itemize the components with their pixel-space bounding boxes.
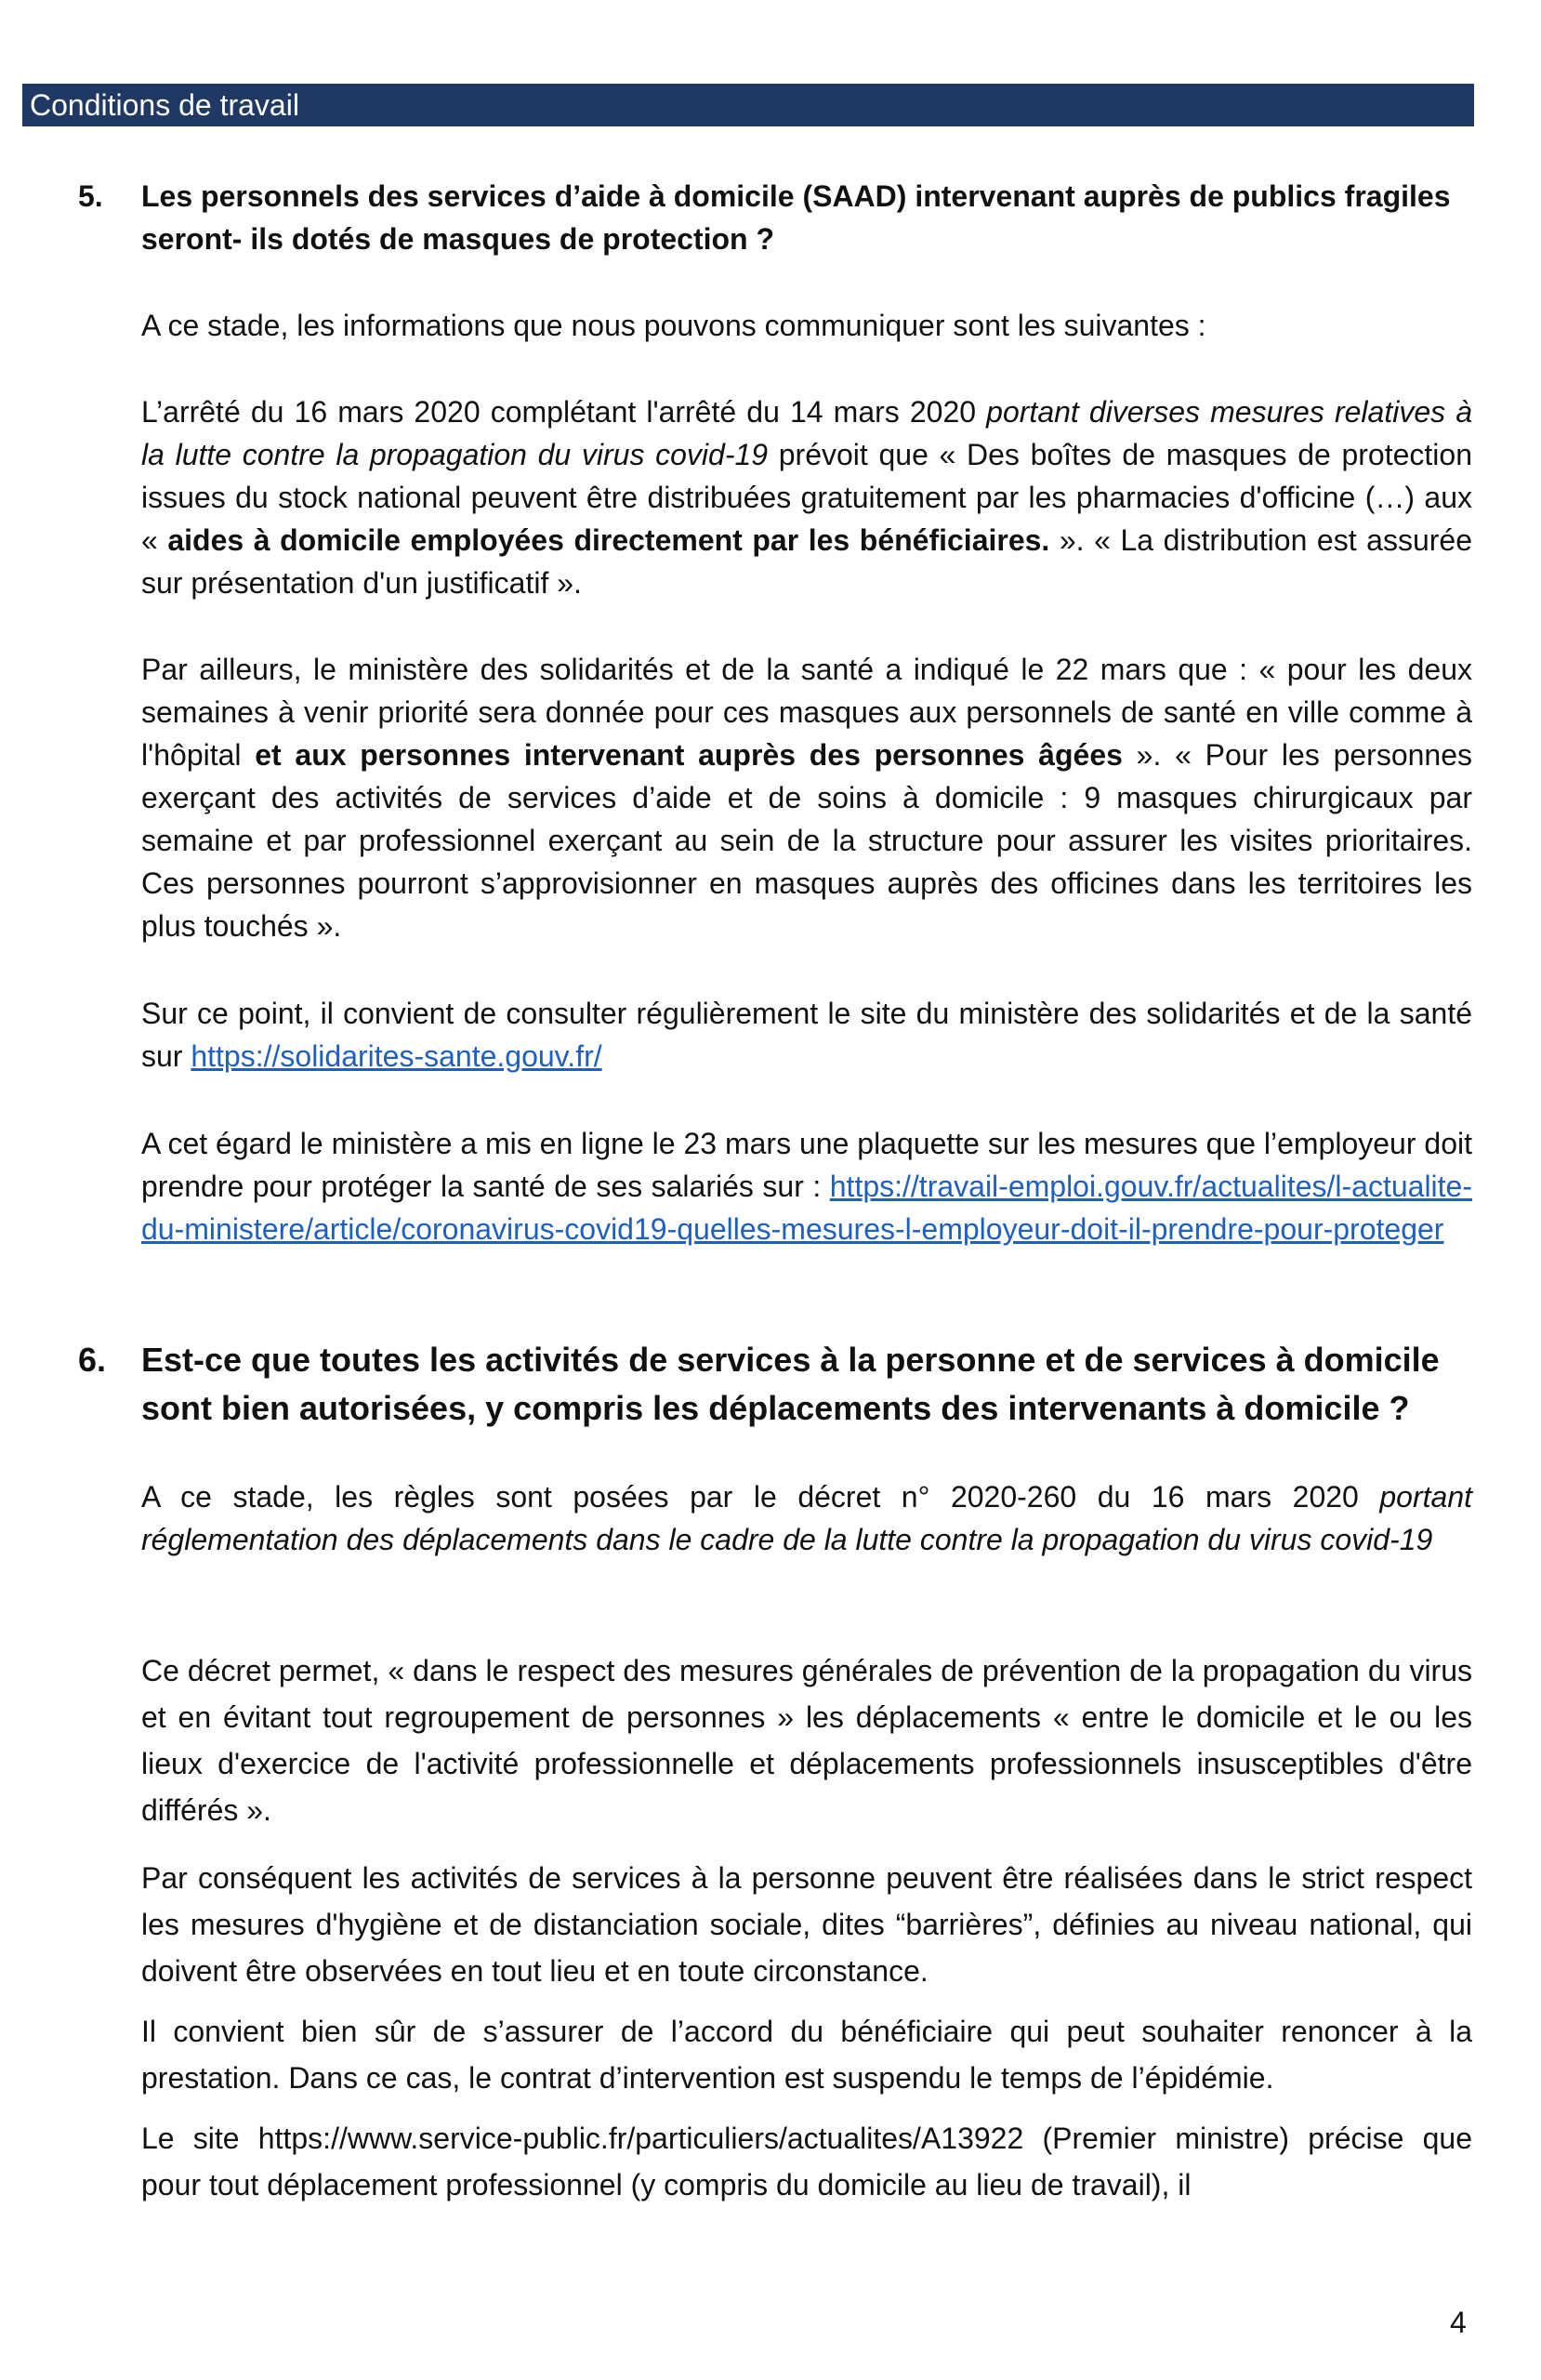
text-span: Par ailleurs, le ministère des solidarités et de la santé a indiqué le 22 mars que : « pour les deux semaines à venir priorité sera donnée pour ces masques aux personnels de santé en ville comme à l'hôpital [141, 653, 1472, 772]
paragraph-site [141, 992, 1472, 1078]
paragraph-decret-permet: Ce décret permet, « dans le respect des mesures générales de prévention de la propagation du virus et en évitant tout regroupement de personnes » les déplacements « entre le domicile et le ou les lieux d'exercice de l'activité professionnelle et déplacements professionnels insusceptibles d'être différés ». [141, 1654, 1472, 1827]
italic-span: portant diverses mesures relatives à la lutte contre la propagation du virus covid-19 [141, 395, 1473, 471]
paragraph-accord: Il convient bien sûr de s’assurer de l’accord du bénéficiaire qui peut souhaiter renoncer à la prestation. Dans ce cas, le contrat d’intervention est suspendu le temps de l’épidémie. [141, 2015, 1472, 2095]
paragraph-service-public: Le site https://www.service-public.fr/particuliers/actualites/A13922 (Premier ministre) précise que pour tout déplacement professionnel (y compris du domicile au lieu de travail), il [141, 2122, 1472, 2202]
paragraph-consequent: Par conséquent les activités de services à la personne peuvent être réalisées dans le strict respect les mesures d'hygiène et de distanciation sociale, dites “barrières”, définies au niveau national, qui doivent être observées en tout lieu et en toute circonstance. [141, 1861, 1472, 1988]
paragraph-plaquette [141, 1122, 1472, 1250]
page-number: 4 [1450, 2306, 1467, 2339]
solidarites-sante-link[interactable]: https://solidarites-sante.gouv.fr/ [191, 1039, 602, 1073]
travail-emploi-link[interactable]: https://travail-emploi.gouv.fr/actualites/l-actualite-du-ministere/article/coronavirus-covid19-quelles-mesures-l-employeur-doit-il-prendre-pour-proteger [141, 1170, 1472, 1246]
question-5-number: 5. [78, 179, 103, 213]
text-span: A ce stade, les règles sont posées par le décret n° 2020-260 du 16 mars 2020 [141, 1480, 1380, 1514]
text-span: prévoit que « Des boîtes de masques de protection issues du stock national peuvent être distribuées gratuitement par les pharmacies d'officine (…) aux « [141, 438, 1472, 557]
question-5-text: Les personnels des services d’aide à domicile (SAAD) intervenant auprès de publics fragiles seront- ils dotés de masques de protection ? [141, 179, 1451, 256]
text-span: ». « La distribution est assurée sur présentation d'un justificatif ». [141, 523, 1473, 600]
italic-span: portant réglementation des déplacements dans le cadre de la lutte contre la propagation du virus covid-19 [141, 1480, 1472, 1556]
bold-span: aides à domicile employées directement par les bénéficiaires. [167, 523, 1050, 557]
text-span: Sur ce point, il convient de consulter régulièrement le site du ministère des solidarités et de la santé sur [141, 997, 1472, 1073]
paragraph-ministere [141, 648, 1472, 947]
text-span: ». « Pour les personnes exerçant des activités de services d’aide et de soins à domicile : 9 masques chirurgicaux par semaine et par professionnel exerçant au sein de la structure pour assurer les visites prioritaires. Ces personnes pourront s’approvisionner en masques auprès des officines dans les territoires les plus touchés ». [141, 738, 1473, 943]
paragraph-arrete [141, 390, 1472, 604]
question-6-number: 6. [78, 1341, 107, 1379]
paragraph-intro: A ce stade, les informations que nous pouvons communiquer sont les suivantes : [141, 309, 1206, 342]
paragraph-decret [141, 1475, 1472, 1561]
section-header-bar: Conditions de travail [22, 84, 1474, 126]
text-span: A cet égard le ministère a mis en ligne le 23 mars une plaquette sur les mesures que l’employeur doit prendre pour protéger la santé de ses salariés sur : [141, 1127, 1472, 1203]
bold-span: et aux personnes intervenant auprès des personnes âgées [255, 738, 1123, 772]
text-span: L’arrêté du 16 mars 2020 complétant l'arrêté du 14 mars 2020 [141, 395, 987, 429]
question-6-text: Est-ce que toutes les activités de services à la personne et de services à domicile sont bien autorisées, y compris les déplacements des intervenants à domicile ? [141, 1341, 1440, 1427]
